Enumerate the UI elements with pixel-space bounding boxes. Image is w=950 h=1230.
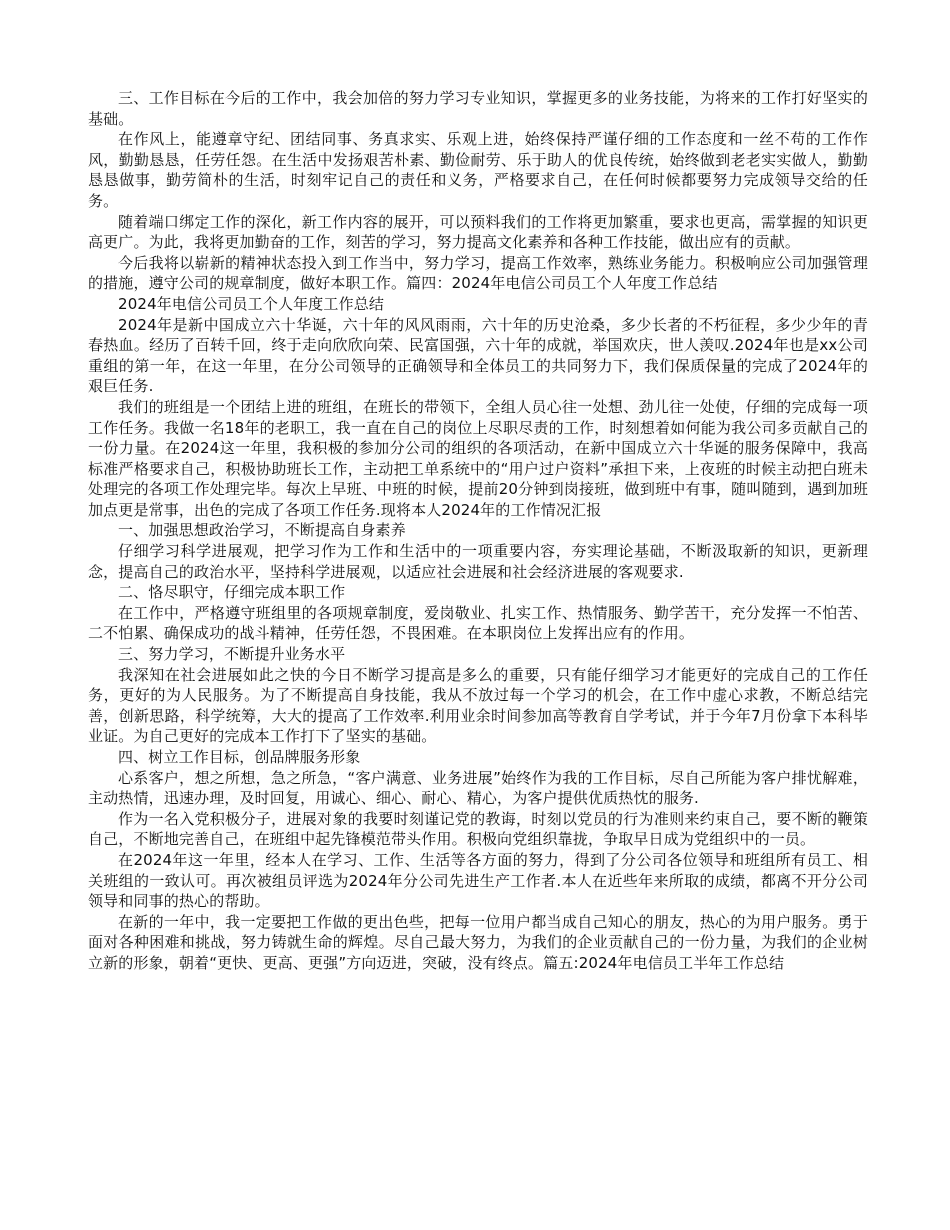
heading-business-skills: 三、努力学习，不断提升业务水平 [118,645,346,664]
paragraph-business-skills: 我深知在社会进展如此之快的今日不断学习提高是多么的重要，只有能仔细学习才能更好的完成自己的工作任务，更好的为人民服务。为了不断提高自身技能，我从不放过每一个学习的机会，在工作中虚心求教，不断总结完善，创新思路，科学统筹，大大的提高了工作效率.利用业余时间参加高等教育自学考试，并于今年7月份拿下本科毕业证。为自己更好的完成本工作打下了坚实的基础。 [88,665,868,746]
document-body [88,88,868,974]
paragraph-customer-service: 心系客户，想之所想，急之所急，“客户满意、业务进展”始终作为我的工作目标，尽自己所能为客户排忧解难，主动热情，迅速办理，及时回复，用诚心、细心、耐心、精心，为客户提供优质热忱的服务. [88,768,868,808]
paragraph-new-year: 在新的一年中，我一定要把工作做的更出色些，把每一位用户都当成自己知心的朋友，热心的为用户服务。勇于面对各种困难和挑战，努力铸就生命的辉煌。尽自己最大努力，为我们的企业贡献自己的一份力量，为我们的企业树立新的形象，朝着“更快、更高、更强”方向迈进，突破，没有终点。篇五:2024年电信员工半年工作总结 [88,912,868,972]
paragraph-anniversary: 2024年是新中国成立六十华诞，六十年的风风雨雨，六十年的历史沧桑，多少长者的不朽征程，多少少年的青春热血。经历了百转千回，终于走向欣欣向荣、民富国强，六十年的成就，举国欢庆，世人羡叹.2024年也是xx公司重组的第一年，在这一年里，在分公司领导的正确领导和全体员工的共同努力下，我们保质保量的完成了2024年的艰巨任务. [88,315,868,396]
paragraph-port-binding: 随着端口绑定工作的深化，新工作内容的展开，可以预料我们的工作将更加繁重，要求也更高，需掌握的知识更高更广。为此，我将更加勤奋的工作，刻苦的学习，努力提高文化素养和各种工作技能，做出应有的贡献。 [88,212,868,252]
heading-political-study: 一、加强思想政治学习，不断提高自身素养 [118,521,406,540]
paragraph-work-goal: 三、工作目标在今后的工作中，我会加倍的努力学习专业知识，掌握更多的业务技能，为将来的工作打好坚实的基础。 [88,89,868,128]
section-title-annual-summary: 2024年电信公司员工个人年度工作总结 [118,294,385,313]
heading-duty: 二、恪尽职守，仔细完成本职工作 [118,583,346,602]
paragraph-work-style: 在作风上，能遵章守纪、团结同事、务真求实、乐观上进，始终保持严谨仔细的工作态度和一丝不苟的工作作风，勤勤恳恳，任劳任怨。在生活中发扬艰苦朴素、勤俭耐劳、乐于助人的优良传统，始终做到老老实实做人，勤勤恳恳做事，勤劳简朴的生活，时刻牢记自己的责任和义务，严格要求自己，在任何时候都要努力完成领导交给的任务。 [88,130,868,210]
paragraph-party: 作为一名入党积极分子，进展对象的我要时刻谨记党的教诲，时刻以党员的行为准则来约束自己，要不断的鞭策自己，不断地完善自己，在班组中起先锋模范带头作用。积极向党组织靠拢，争取早日成为党组织中的一员。 [88,809,868,849]
paragraph-political-study: 仔细学习科学进展观，把学习作为工作和生活中的一项重要内容，夯实理论基础，不断汲取新的知识，更新理念，提高自己的政治水平，坚持科学进展观，以适应社会进展和社会经济进展的客观要求. [88,542,868,581]
paragraph-team: 我们的班组是一个团结上进的班组，在班长的带领下，全组人员心往一处想、劲儿往一处使，仔细的完成每一项工作任务。我做一名18年的老职工，我一直在自己的岗位上尽职尽责的工作，时刻想着如何能为我公司多贡献自己的一份力量。在2024这一年里，我积极的参加分公司的组织的各项活动，在新中国成立六十华诞的服务保障中，我高标准严格要求自己，积极协助班长工作，主动把工单系统中的“用户过户资料”承担下来，上夜班的时候主动把白班未处理完的各项工作处理完毕。每次上早班、中班的时候，提前20分钟到岗接班，做到班中有事，随叫随到，遇到加班加点更是常事，出色的完成了各项工作任务.现将本人2024年的工作情况汇报 [88,397,868,519]
paragraph-future-plan: 今后我将以崭新的精神状态投入到工作当中，努力学习，提高工作效率，熟练业务能力。积极响应公司加强管理的措施，遵守公司的规章制度，做好本职工作。篇四：2024年电信公司员工个人年度工作总结 [88,253,868,293]
paragraph-recognition: 在2024年这一年里，经本人在学习、工作、生活等各方面的努力，得到了分公司各位领导和班组所有员工、相关班组的一致认可。再次被组员评选为2024年分公司先进生产工作者.本人在近些年来所取的成绩，都离不开分公司领导和同事的热心的帮助。 [88,850,868,911]
heading-brand-service: 四、树立工作目标，创品牌服务形象 [118,748,361,766]
paragraph-duty: 在工作中，严格遵守班组里的各项规章制度，爱岗敬业、扎实工作、热情服务、勤学苦干，充分发挥一不怕苦、二不怕累、确保成功的战斗精神，任劳任怨，不畏困难。在本职岗位上发挥出应有的作用。 [88,603,868,643]
